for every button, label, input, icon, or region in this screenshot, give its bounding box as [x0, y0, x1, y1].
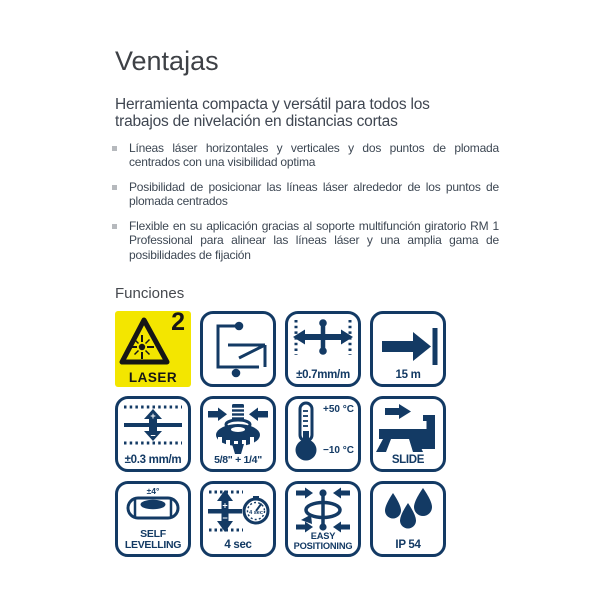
feature-tile-laser-class	[115, 308, 191, 387]
feature-label: SLIDE	[391, 454, 425, 467]
list-item	[115, 141, 499, 170]
list-item	[115, 219, 499, 263]
advantage-text: Posibilidad de posicionar las líneas láser alrededor de los puntos de plomada centrados	[129, 179, 499, 209]
self-levelling-range-label: ±4°	[146, 486, 160, 497]
temperature-min-label: −10 °C	[323, 445, 354, 457]
bullet-square-icon	[112, 185, 117, 190]
feature-tile-lines-plumb-points	[200, 311, 276, 387]
advantages-list	[115, 141, 499, 263]
feature-tile-self-levelling	[115, 481, 191, 557]
feature-label: ±0.7mm/m	[296, 369, 350, 382]
laser-lines-plumb-points-icon	[203, 314, 273, 384]
feature-label: EASY POSITIONING	[293, 530, 353, 551]
feature-label: 15 m	[395, 369, 421, 382]
advantage-text: Líneas láser horizontales y verticales y dos puntos de plomada centrados con una visibilidad optima	[129, 140, 499, 170]
feature-tile-levelling-time	[200, 481, 276, 557]
list-item	[115, 180, 499, 209]
laser-label: LASER	[128, 370, 178, 386]
bullet-square-icon	[112, 146, 117, 151]
feature-label: 5/8" + 1/4"	[214, 454, 262, 467]
plus-symbol: +	[222, 500, 228, 511]
feature-label: ±0.3 mm/m	[124, 454, 182, 467]
minus-symbol: −	[222, 513, 228, 524]
feature-tile-tripod-thread	[200, 396, 276, 472]
advantage-text: Flexible en su aplicación gracias al soporte multifunción giratorio RM 1 Professional para alinear las líneas láser y una amplia gama de posibilidades de fijación	[129, 218, 499, 262]
feature-tile-horizontal-accuracy	[285, 311, 361, 387]
page-subtitle: Herramienta compacta y versátil para todos los trabajos de nivelación en distancias cortas	[115, 96, 430, 131]
laser-class-number: 2	[171, 308, 185, 337]
feature-tile-easy-positioning	[285, 481, 361, 557]
feature-icon-grid	[115, 308, 488, 557]
feature-label: IP 54	[395, 539, 421, 552]
feature-label: SELF LEVELLING	[124, 528, 182, 552]
page-title: Ventajas	[115, 46, 219, 76]
plus-symbol: +	[150, 411, 156, 422]
temperature-max-label: +50 °C	[323, 404, 354, 416]
feature-tile-operating-temperature	[285, 396, 361, 472]
feature-tile-ip-rating	[370, 481, 446, 557]
feature-label: 4 sec	[224, 539, 252, 552]
minus-symbol: −	[150, 430, 156, 441]
feature-tile-working-range	[370, 311, 446, 387]
functions-heading: Funciones	[115, 285, 185, 303]
clock-label: 4 sec	[249, 510, 263, 517]
bullet-square-icon	[112, 224, 117, 229]
feature-tile-slide	[370, 396, 446, 472]
feature-tile-levelling-accuracy	[115, 396, 191, 472]
